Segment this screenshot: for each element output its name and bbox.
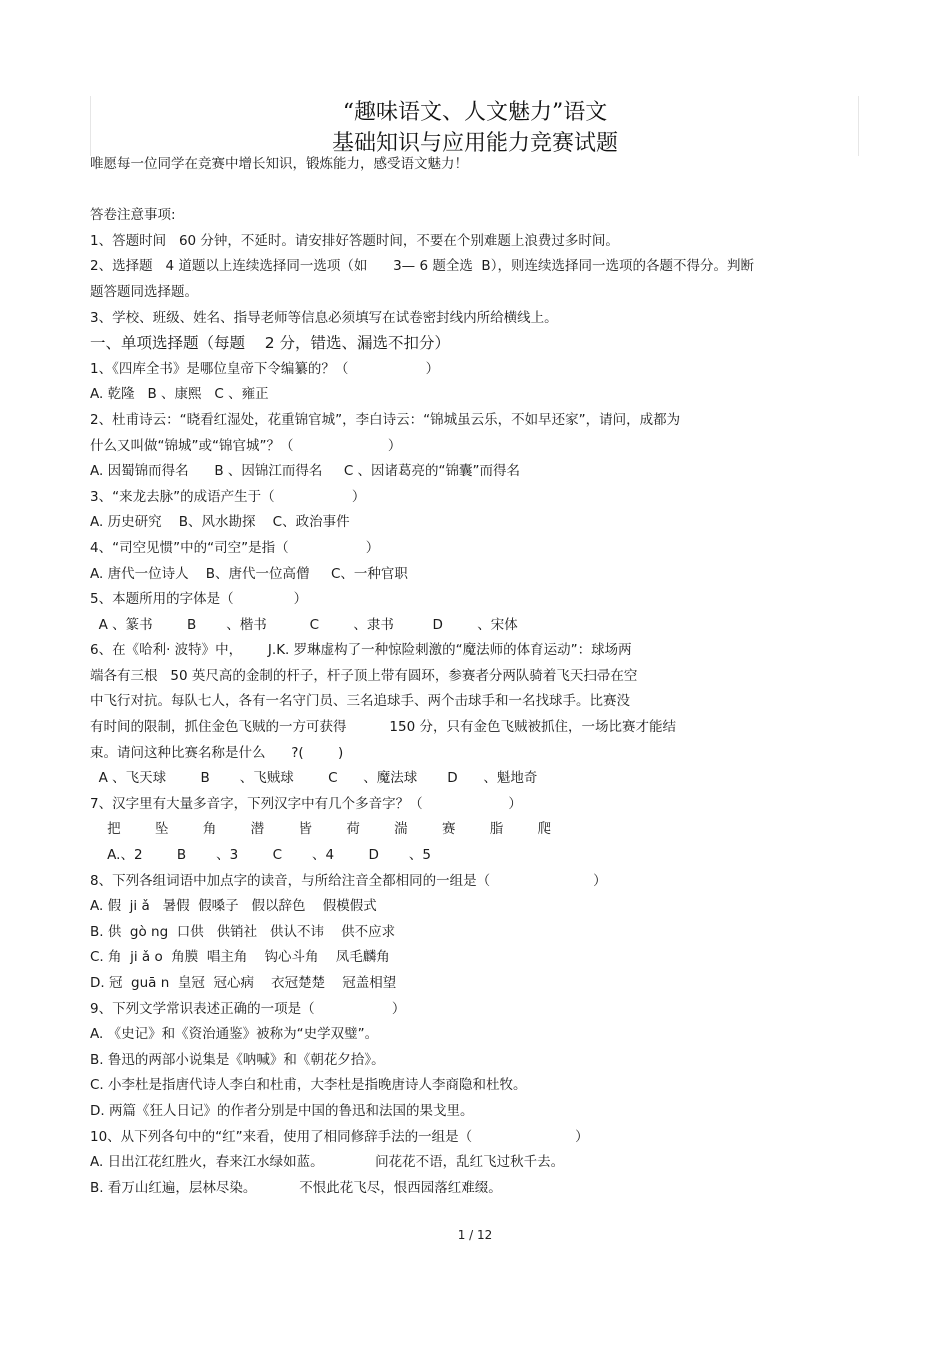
question-9-option-a: A. 《史记》和《资治通鉴》被称为“史学双璧”。	[90, 1026, 379, 1043]
question-6-cont-2: 中飞行对抗。每队七人，各有一名守门员、三名追球手、两个击球手和一名找球手。比赛没	[90, 693, 630, 710]
document-title-line1: “趣味语文、人文魅力”语文	[342, 100, 608, 125]
page-indicator: 1 / 12	[457, 1228, 493, 1242]
question-2-options: A. 因蜀锦而得名 B 、因锦江而得名 C 、因诸葛亮的“锦囊”而得名	[90, 463, 521, 480]
question-1: 1、《四库全书》是哪位皇帝下令编纂的？（ ）	[90, 360, 440, 377]
question-10-option-a: A. 日出江花红胜火，春来江水绿如蓝。 问花花不语，乱红飞过秋千去。	[90, 1154, 565, 1171]
question-6-cont-4: 束。请问这种比赛名称是什么 ?( )	[90, 744, 344, 761]
question-9-option-d: D. 两篇《狂人日记》的作者分别是中国的鲁迅和法国的果戈里。	[90, 1102, 474, 1119]
question-9: 9、下列文学常识表述正确的一项是（ ）	[90, 1000, 406, 1017]
question-8-option-b: B. 供 gò ng 口供 供销社 供认不讳 供不应求	[90, 923, 396, 940]
question-8-option-d: D. 冠 guā n 皇冠 冠心病 衣冠楚楚 冠盖相望	[90, 975, 397, 991]
question-6: 6、在《哈利· 波特》中， J.K. 罗琳虚构了一种惊险刺激的“魔法师的体育运动”：球场两	[90, 642, 632, 659]
question-6-cont-3: 有时间的限制，抓住金色飞贼的一方可获得 150 分，只有金色飞贼被抓住，一场比赛才能结	[90, 719, 676, 736]
notice-item-2-cont: 题答题同选择题。	[90, 283, 198, 300]
question-9-option-c: C. 小李杜是指唐代诗人李白和杜甫，大李杜是指晚唐诗人李商隐和杜牧。	[90, 1077, 527, 1094]
question-2: 2、杜甫诗云：“晓看红湿处，花重锦官城”，李白诗云：“锦城虽云乐，不如早还家”，请问，成都为	[90, 411, 681, 428]
question-8-option-a: A. 假 ji ǎ 暑假 假嗓子 假以辞色 假模假式	[90, 898, 377, 915]
document-title-line2: 基础知识与应用能力竞赛试题	[331, 131, 618, 156]
notice-heading: 答卷注意事项:	[90, 207, 176, 224]
section-heading: 一、单项选择题（每题 2 分，错选、漏选不扣分）	[90, 334, 450, 353]
question-9-option-b: B. 鲁迅的两部小说集是《呐喊》和《朝花夕拾》。	[90, 1051, 385, 1068]
question-6-cont-1: 端各有三根 50 英尺高的金制的杆子，杆子顶上带有圆环，参赛者分两队骑着飞天扫帚在空	[90, 667, 638, 684]
question-1-options: A. 乾隆 B 、康熙 C 、雍正	[90, 386, 269, 403]
question-5-options: A 、篆书 B 、楷书 C 、隶书 D 、宋体	[90, 616, 518, 633]
question-2-cont: 什么又叫做“锦城”或“锦官城”？（ ）	[90, 437, 402, 454]
blank-line	[90, 178, 830, 204]
document-body	[90, 152, 830, 1201]
question-8-option-c: C. 角 ji ǎ o 角膜 唱主角 钩心斗角 凤毛麟角	[90, 949, 390, 966]
question-4: 4、“司空见惯”中的“司空”是指（ ）	[90, 539, 380, 556]
question-6-options: A 、飞天球 B 、飞贼球 C 、魔法球 D 、魁地奇	[90, 770, 538, 787]
question-4-options: A. 唐代一位诗人 B、唐代一位高僧 C、一种官职	[90, 565, 408, 582]
intro-text: 唯愿每一位同学在竞赛中增长知识，锻炼能力，感受语文魅力！	[90, 156, 468, 172]
question-3-options: A. 历史研究 B、风水勘探 C、政治事件	[90, 514, 350, 531]
question-3: 3、“来龙去脉”的成语产生于（ ）	[90, 488, 366, 505]
question-8: 8、下列各组词语中加点字的读音，与所给注音全都相同的一组是（ ）	[90, 872, 607, 889]
question-10-option-b: B. 看万山红遍，层林尽染。 不恨此花飞尽，恨西园落红难缀。	[90, 1179, 502, 1196]
question-5: 5、本题所用的字体是（ ）	[90, 591, 308, 608]
question-7-options: A.、2 B 、3 C 、4 D 、5	[90, 847, 432, 864]
question-7: 7、汉字里有大量多音字，下列汉字中有几个多音字？（ ）	[90, 795, 522, 812]
notice-item-3: 3、学校、班级、姓名、指导老师等信息必须填写在试卷密封线内所给横线上。	[90, 309, 558, 326]
question-7-characters: 把 坠 角 潜 皆 荷 湍 赛 脂 爬	[90, 821, 552, 838]
question-10: 10、从下列各句中的“红”来看，使用了相同修辞手法的一组是（ ）	[90, 1128, 589, 1145]
notice-item-2: 2、选择题 4 道题以上连续选择同一选项（如 3— 6 题全选 B），则连续选择同一选项的各题不得分。判断	[90, 258, 754, 275]
notice-item-1: 1、答题时间 60 分钟，不延时。请安排好答题时间，不要在个别难题上浪费过多时间。	[90, 232, 619, 249]
